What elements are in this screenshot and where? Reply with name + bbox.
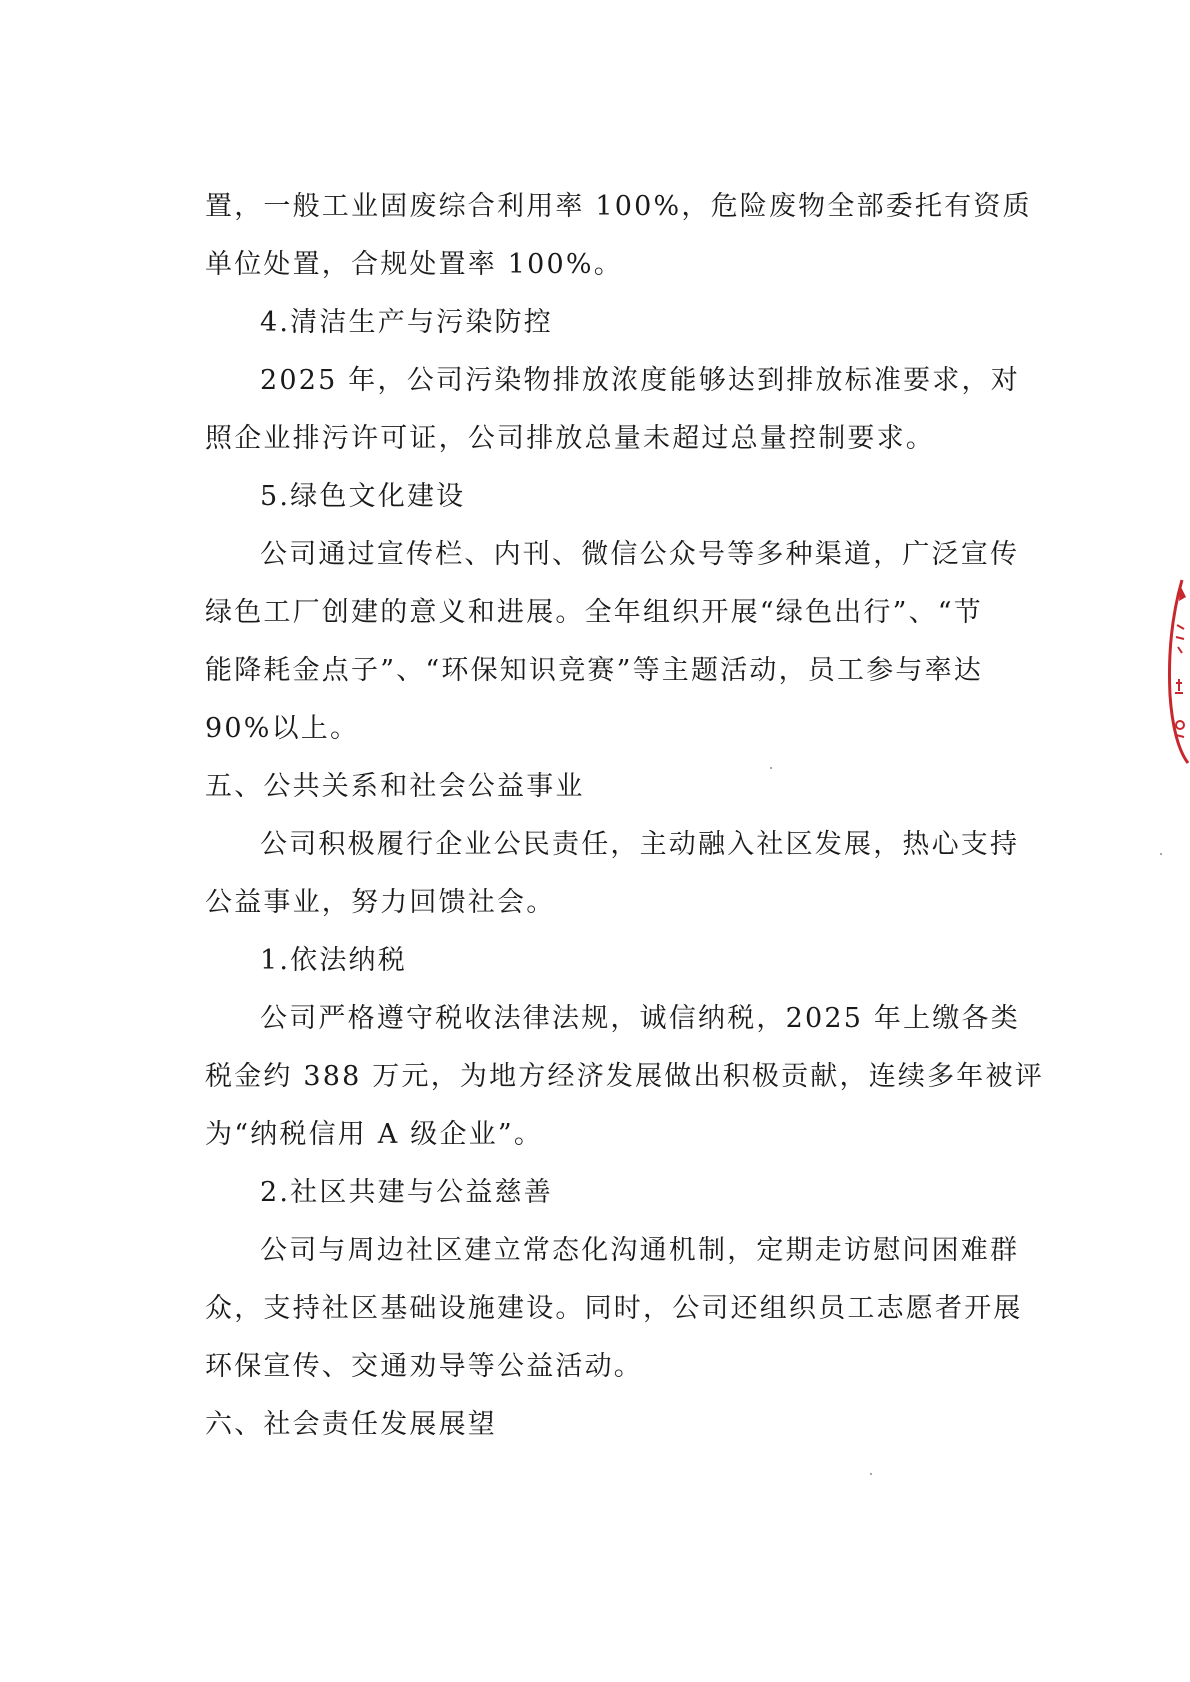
text-line: 90%以上。 xyxy=(205,713,360,744)
text-line: 1.依法纳税 xyxy=(260,945,407,976)
text-line: 公司积极履行企业公民责任，主动融入社区发展，热心支持 xyxy=(260,829,1020,860)
scan-speck xyxy=(1160,853,1162,855)
text-line: 4.清洁生产与污染防控 xyxy=(260,307,553,338)
text-line: 公益事业，努力回馈社会。 xyxy=(205,887,556,918)
text-line: 为“纳税信用 A 级企业”。 xyxy=(205,1119,544,1150)
scan-speck xyxy=(770,767,772,769)
text-line: 环保宣传、交通劝导等公益活动。 xyxy=(205,1351,643,1382)
text-line: 能降耗金点子”、“环保知识竞赛”等主题活动，员工参与率达 xyxy=(205,655,984,686)
text-line: 公司与周边社区建立常态化沟通机制，定期走访慰问困难群 xyxy=(260,1235,1020,1266)
text-line: 税金约 388 万元，为地方经济发展做出积极贡献，连续多年被评 xyxy=(205,1061,1044,1092)
text-line: 五、公共关系和社会公益事业 xyxy=(205,771,585,802)
text-line: 5.绿色文化建设 xyxy=(260,481,466,512)
text-line: 众，支持社区基础设施建设。同时，公司还组织员工志愿者开展 xyxy=(205,1293,1023,1324)
text-line: 2025 年，公司污染物排放浓度能够达到排放标准要求，对 xyxy=(260,365,1020,396)
text-line: 公司通过宣传栏、内刊、微信公众号等多种渠道，广泛宣传 xyxy=(260,539,1020,570)
seal-stamp-fragment xyxy=(1160,575,1190,765)
text-line: 置，一般工业固废综合利用率 100%，危险废物全部委托有资质 xyxy=(205,191,1032,222)
scan-speck xyxy=(870,1473,872,1475)
document-body xyxy=(205,178,1044,1454)
text-line: 照企业排污许可证，公司排放总量未超过总量控制要求。 xyxy=(205,423,935,454)
text-line: 公司严格遵守税收法律法规，诚信纳税，2025 年上缴各类 xyxy=(260,1003,1020,1034)
text-line: 绿色工厂创建的意义和进展。全年组织开展“绿色出行”、“节 xyxy=(205,597,984,628)
text-line: 单位处置，合规处置率 100%。 xyxy=(205,249,623,280)
text-line: 六、社会责任发展展望 xyxy=(205,1409,497,1440)
text-line: 2.社区共建与公益慈善 xyxy=(260,1177,553,1208)
